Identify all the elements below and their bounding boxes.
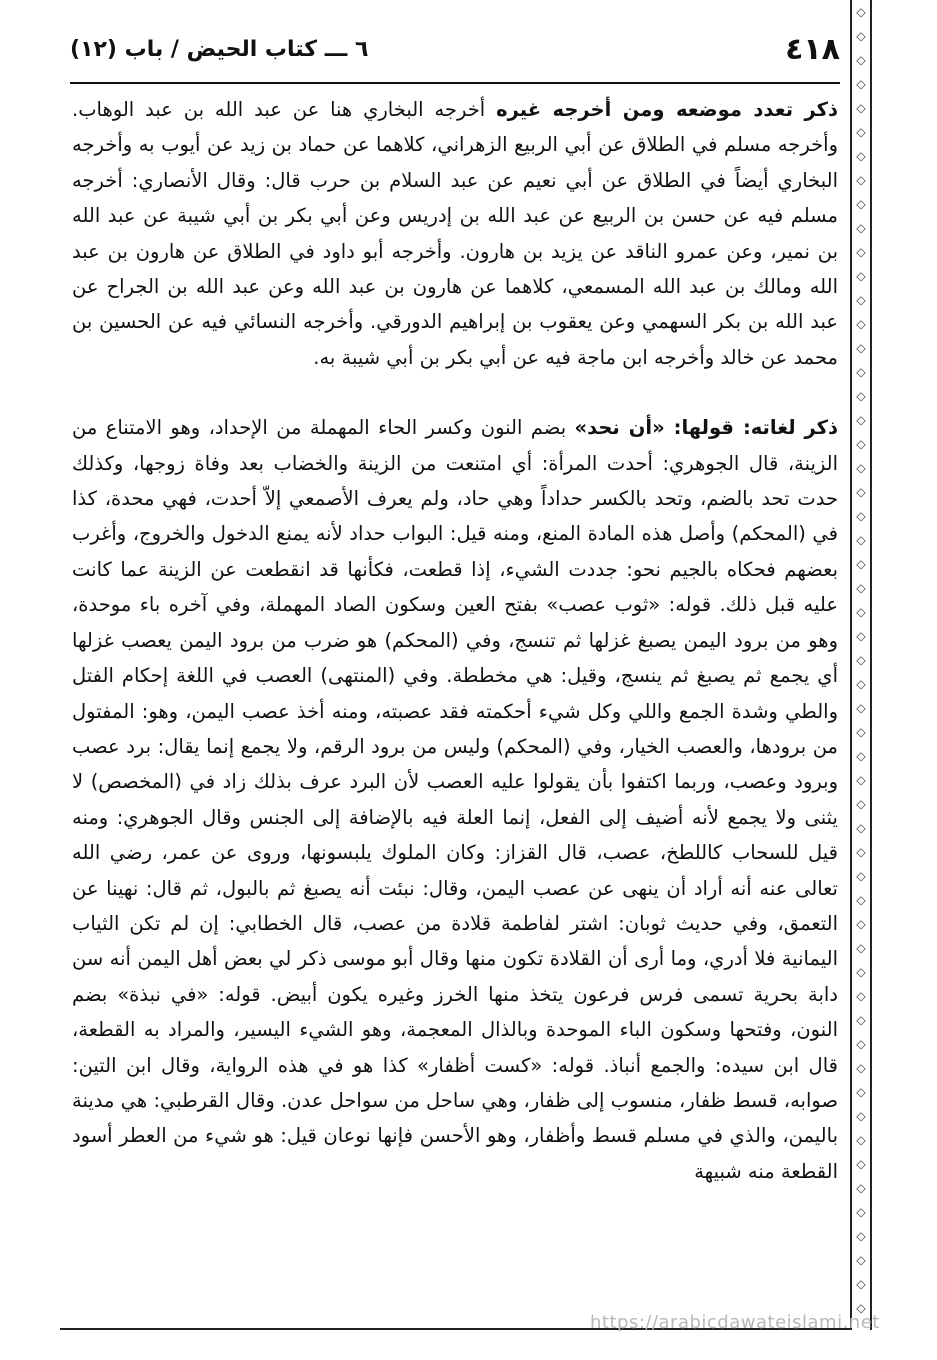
ornament-glyph: ◇ bbox=[856, 845, 866, 859]
ornament-glyph: ◇ bbox=[856, 1229, 866, 1243]
ornament-glyph: ◇ bbox=[856, 893, 866, 907]
ornament-glyph: ◇ bbox=[856, 221, 866, 235]
ornament-glyph: ◇ bbox=[856, 797, 866, 811]
ornament-glyph: ◇ bbox=[856, 437, 866, 451]
ornament-glyph: ◇ bbox=[856, 653, 866, 667]
ornament-glyph: ◇ bbox=[856, 341, 866, 355]
page-header bbox=[70, 28, 840, 78]
running-title: ٦ ـــ كتاب الحيض / باب (١٢) bbox=[70, 37, 369, 62]
ornament-glyph: ◇ bbox=[856, 749, 866, 763]
ornament-glyph: ◇ bbox=[856, 821, 866, 835]
ornament-glyph: ◇ bbox=[856, 1205, 866, 1219]
ornament-glyph: ◇ bbox=[856, 461, 866, 475]
ornament-glyph: ◇ bbox=[856, 509, 866, 523]
ornament-glyph: ◇ bbox=[856, 725, 866, 739]
ornament-glyph: ◇ bbox=[856, 1157, 866, 1171]
ornamental-border-strip bbox=[852, 0, 870, 1330]
paragraph-text: أخرجه البخاري هنا عن عبد الله بن عبد الوهاب. وأخرجه مسلم في الطلاق عن أبي الربيع الزهراني، كلاهما عن حماد بن زيد عن أيوب به وأخرجه البخاري أيضاً في الطلاق عن أبي نعيم عن عبد السلام بن حرب قال: وقال الأنصاري: أخرجه مسلم فيه عن حسن بن الربيع عن عبد الله بن إدريس وعن أبي بكر بن أبي شيبة عن عبد الله بن نمير، وعن عمرو الناقد عن يزيد بن هارون. وأخرجه أبو داود في الطلاق عن هارون بن عبد الله ومالك بن عبد الله المسمعي، كلاهما عن هارون بن عبد الله وعن عبد الله بن الجراح عن عبد الله بن بكر السهمي وعن يعقوب بن إبراهيم الدورقي. وأخرجه النسائي فيه عن الحسين بن محمد عن خالد وأخرجه ابن ماجة فيه عن أبي بكر بن أبي شيبة به. bbox=[72, 98, 838, 369]
ornament-glyph: ◇ bbox=[856, 701, 866, 715]
ornament-glyph: ◇ bbox=[856, 773, 866, 787]
ornament-glyph: ◇ bbox=[856, 245, 866, 259]
ornament-glyph: ◇ bbox=[856, 1253, 866, 1267]
ornament-glyph: ◇ bbox=[856, 173, 866, 187]
ornament-glyph: ◇ bbox=[856, 677, 866, 691]
ornament-glyph: ◇ bbox=[856, 197, 866, 211]
ornament-glyph: ◇ bbox=[856, 533, 866, 547]
ornament-glyph: ◇ bbox=[856, 581, 866, 595]
ornament-glyph: ◇ bbox=[856, 557, 866, 571]
ornament-glyph: ◇ bbox=[856, 1277, 866, 1291]
ornament-glyph: ◇ bbox=[856, 77, 866, 91]
ornament-glyph: ◇ bbox=[856, 629, 866, 643]
ornament-glyph: ◇ bbox=[856, 1061, 866, 1075]
ornament-glyph: ◇ bbox=[856, 53, 866, 67]
ornament-glyph: ◇ bbox=[856, 917, 866, 931]
ornament-glyph: ◇ bbox=[856, 101, 866, 115]
ornament-glyph: ◇ bbox=[856, 365, 866, 379]
header-rule bbox=[70, 82, 840, 84]
ornament-glyph: ◇ bbox=[856, 293, 866, 307]
ornament-glyph: ◇ bbox=[856, 941, 866, 955]
paragraph-text: بضم النون وكسر الحاء المهملة من الإحداد، وهو الامتناع من الزينة، قال الجوهري: أحدت المرأة: أي امتنعت من الزينة والخضاب بعد وفاة زوجها، وكذلك حدت تحد بالضم، وتحد بالكسر حداداً وهي حاد، ولم يعرف الأصمعي إلاّ أحدت، فهي محدة، كذا في (المحكم) وأصل هذه المادة المنع، ومنه قيل: البواب حداد لأنه يمنع الدخول والخروج، وأغرب بعضهم فحكاه بالجيم نحو: جددت الشيء، إذا قطعت، فكأنها قد انقطعت عن الزينة عما كانت عليه قبل ذلك. قوله: «ثوب عصب» بفتح العين وسكون الصاد المهملة، وفي آخره باء موحدة، وهو من برود اليمن يصبغ غزلها ثم تنسج، وفي (المحكم) هو ضرب من برود اليمن يعصب غزلها أي يجمع ثم يصبغ ثم ينسج، وقيل: هي مخططة. وفي (المنتهى) العصب في اللغة إحكام الفتل والطي وشدة الجمع واللي وكل شيء أحكمته فقد عصبته، ومنه أخذ عصب اليمن، وهو: المفتول من برودها، والعصب الخيار، وفي (المحكم) وليس من برود الرقم، ولا يجمع إنما يقال: برد عصب وبرود وعصب، وربما اكتفوا بأن يقولوا عليه العصب لأن البرد عرف بذلك زاد في (المخصص) لا يثنى ولا يجمع لأنه أضيف إلى الفعل، إنما العلة فيه بالإضافة إلى الجنس وقال الجوهري: ومنه قيل للسحاب كاللطخ، عصب، قال القزاز: وكان الملوك يلبسونها، وروى عن عمر، رضي الله تعالى عنه أنه أراد أن ينهى عن عصب اليمن، وقال: نبئت أنه يصبغ ثم بالبول، ثم قال: نهينا عن التعمق، وفي حديث ثوبان: اشتر لفاطمة قلادة من عصب، قال الخطابي: إن لم تكن الثياب اليمانية فلا أدري، وما أرى أن القلادة تكون منها وقال أبو موسى ذكر لي بعض أهل اليمن أنه سن دابة بحرية تسمى فرس فرعون يتخذ منها الخرز وغيره يكون أبيض. قوله: «في نبذة» بضم النون، وفتحها وسكون الباء الموحدة وبالذال المعجمة، وهو الشيء اليسير، والمراد به القطعة، قال ابن سيده: والجمع أنباذ. قوله: «كست أظفار» كذا هو في هذه الرواية، وقال ابن التين: صوابه، قسط ظفار، منسوب إلى ظفار، وهي ساحل من سواحل عدن. وقال القرطبي: هي مدينة باليمن، والذي في مسلم قسط وأظفار، وهو الأحسن فإنها نوعان قيل: هو شيء من العطر أسود القطعة منه شبيهة bbox=[72, 416, 838, 1183]
ornament-glyph: ◇ bbox=[856, 149, 866, 163]
ornament-glyph: ◇ bbox=[856, 413, 866, 427]
paragraph-lughat bbox=[72, 410, 838, 1189]
ornament-glyph: ◇ bbox=[856, 1109, 866, 1123]
paragraph-lead: ذكر تعدد موضعه ومن أخرجه غيره bbox=[496, 98, 838, 121]
page-border-right-line bbox=[870, 0, 872, 1330]
ornament-glyph: ◇ bbox=[856, 125, 866, 139]
paragraph-takhrij bbox=[72, 92, 838, 375]
ornament-glyph: ◇ bbox=[856, 269, 866, 283]
ornament-glyph: ◇ bbox=[856, 989, 866, 1003]
ornament-glyph: ◇ bbox=[856, 29, 866, 43]
ornament-glyph: ◇ bbox=[856, 1085, 866, 1099]
ornament-glyph: ◇ bbox=[856, 317, 866, 331]
ornament-glyph: ◇ bbox=[856, 485, 866, 499]
ornament-glyph: ◇ bbox=[856, 605, 866, 619]
ornament-glyph: ◇ bbox=[856, 1013, 866, 1027]
page-number: ٤١٨ bbox=[785, 32, 840, 67]
paragraph-lead: ذكر لغاته: قولها: «أن نحد» bbox=[574, 416, 838, 440]
ornament-glyph: ◇ bbox=[856, 1181, 866, 1195]
ornament-glyph: ◇ bbox=[856, 389, 866, 403]
watermark-url: https://arabicdawateislami.net bbox=[590, 1312, 880, 1333]
ornament-glyph: ◇ bbox=[856, 965, 866, 979]
body-text bbox=[72, 92, 838, 1189]
ornament-glyph: ◇ bbox=[856, 1301, 866, 1315]
ornament-glyph: ◇ bbox=[856, 5, 866, 19]
ornament-glyph: ◇ bbox=[856, 869, 866, 883]
ornament-glyph: ◇ bbox=[856, 1037, 866, 1051]
ornament-glyph: ◇ bbox=[856, 1133, 866, 1147]
